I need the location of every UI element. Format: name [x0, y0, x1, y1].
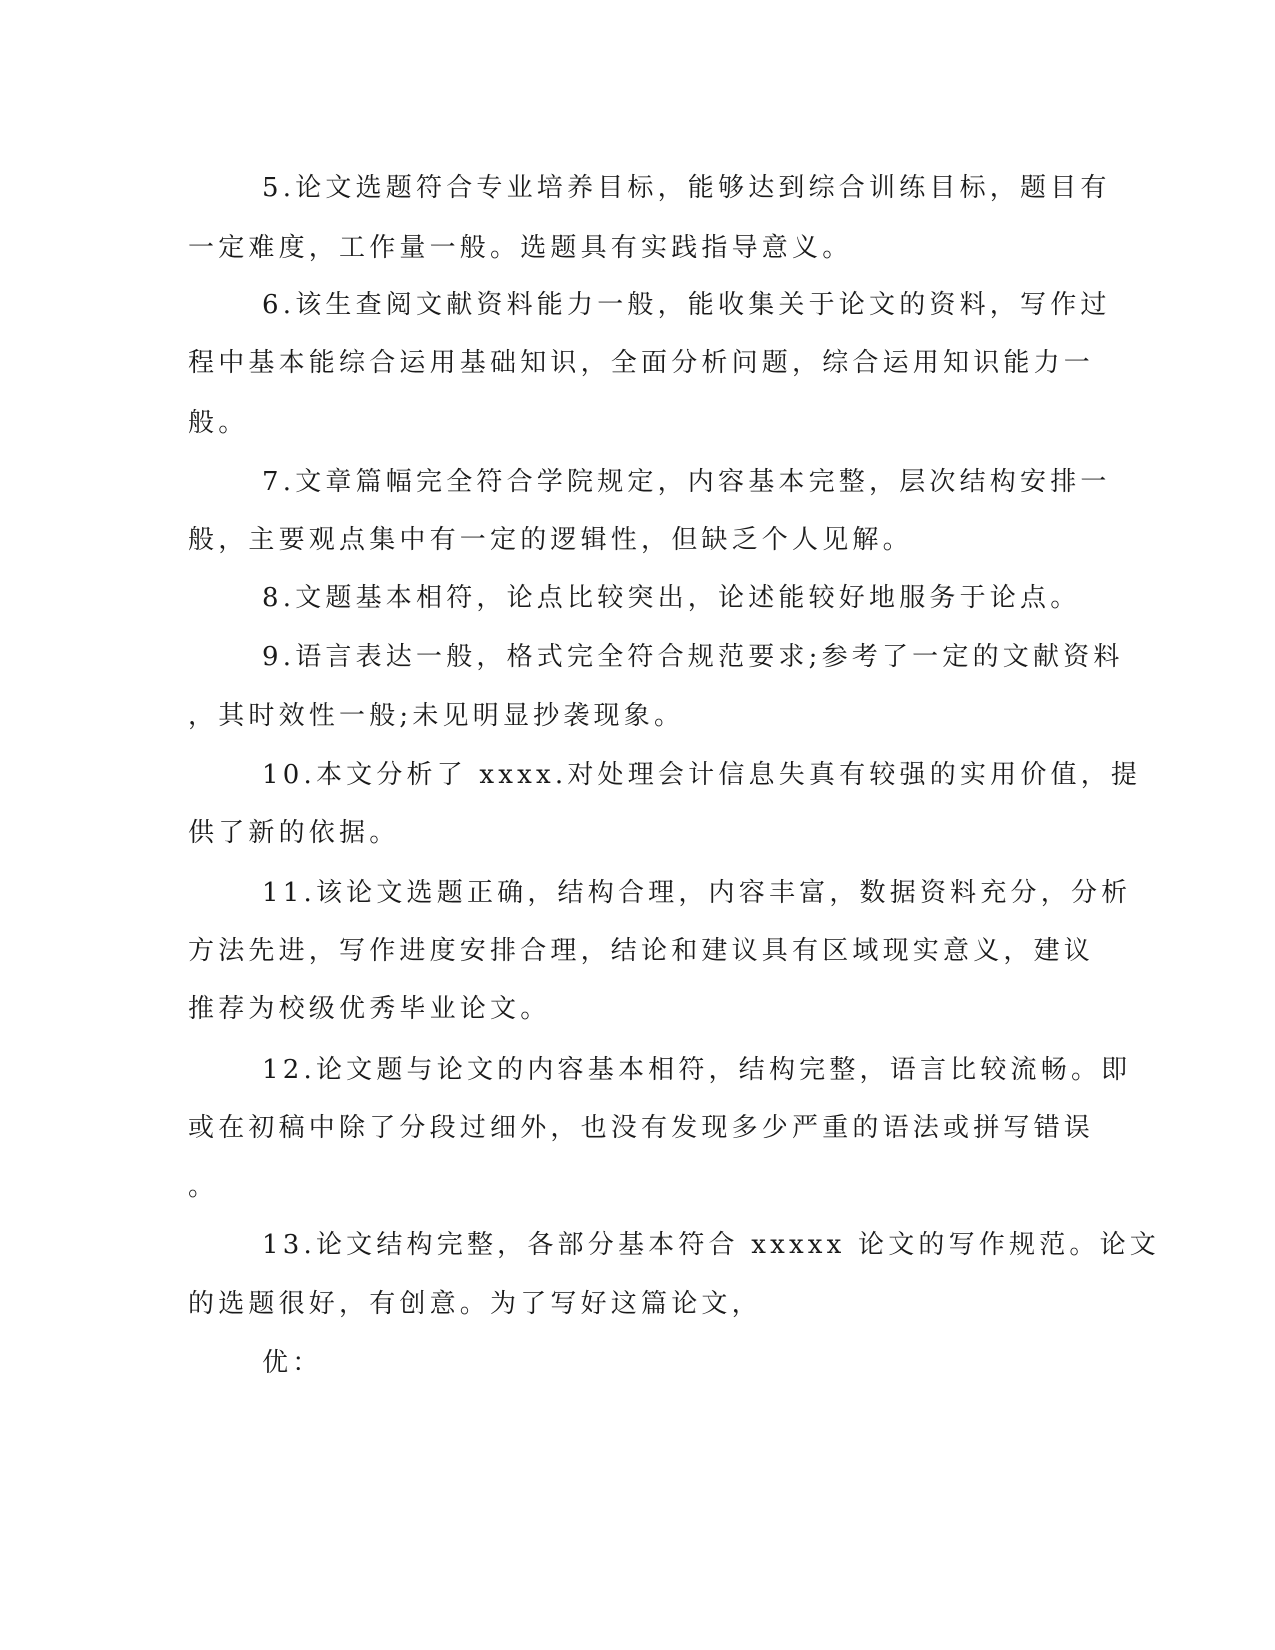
text-line: 13.论文结构完整，各部分基本符合 xxxxx 论文的写作规范。论文: [262, 1230, 1160, 1260]
text-line: 优：: [262, 1348, 323, 1378]
text-line: 7.文章篇幅完全符合学院规定，内容基本完整，层次结构安排一: [262, 467, 1111, 497]
text-line: 5.论文选题符合专业培养目标，能够达到综合训练目标，题目有: [262, 173, 1111, 203]
text-line: 方法先进，写作进度安排合理，结论和建议具有区域现实意义，建议: [188, 936, 1095, 966]
text-line: 12.论文题与论文的内容基本相符，结构完整，语言比较流畅。即: [262, 1055, 1132, 1085]
text-line: 6.该生查阅文献资料能力一般，能收集关于论文的资料，写作过: [262, 290, 1111, 320]
text-line: 8.文题基本相符，论点比较突出，论述能较好地服务于论点。: [262, 583, 1081, 613]
text-line: ，其时效性一般;未见明显抄袭现象。: [188, 701, 685, 731]
text-line: 般。: [188, 408, 249, 438]
text-line: 一定难度，工作量一般。选题具有实践指导意义。: [188, 233, 853, 263]
text-line: 供了新的依据。: [188, 818, 400, 848]
text-line: 程中基本能综合运用基础知识，全面分析问题，综合运用知识能力一: [188, 348, 1095, 378]
text-line: 或在初稿中除了分段过细外，也没有发现多少严重的语法或拼写错误: [188, 1113, 1095, 1143]
text-line: 9.语言表达一般，格式完全符合规范要求;参考了一定的文献资料: [262, 642, 1124, 672]
text-line: 。: [188, 1172, 219, 1202]
text-line: 般，主要观点集中有一定的逻辑性，但缺乏个人见解。: [188, 525, 913, 555]
text-line: 11.该论文选题正确，结构合理，内容丰富，数据资料充分，分析: [262, 878, 1132, 908]
text-line: 10.本文分析了 xxxx.对处理会计信息失真有较强的实用价值，提: [262, 760, 1142, 790]
text-line: 的选题很好，有创意。为了写好这篇论文，: [188, 1289, 762, 1319]
text-line: 推荐为校级优秀毕业论文。: [188, 994, 551, 1024]
